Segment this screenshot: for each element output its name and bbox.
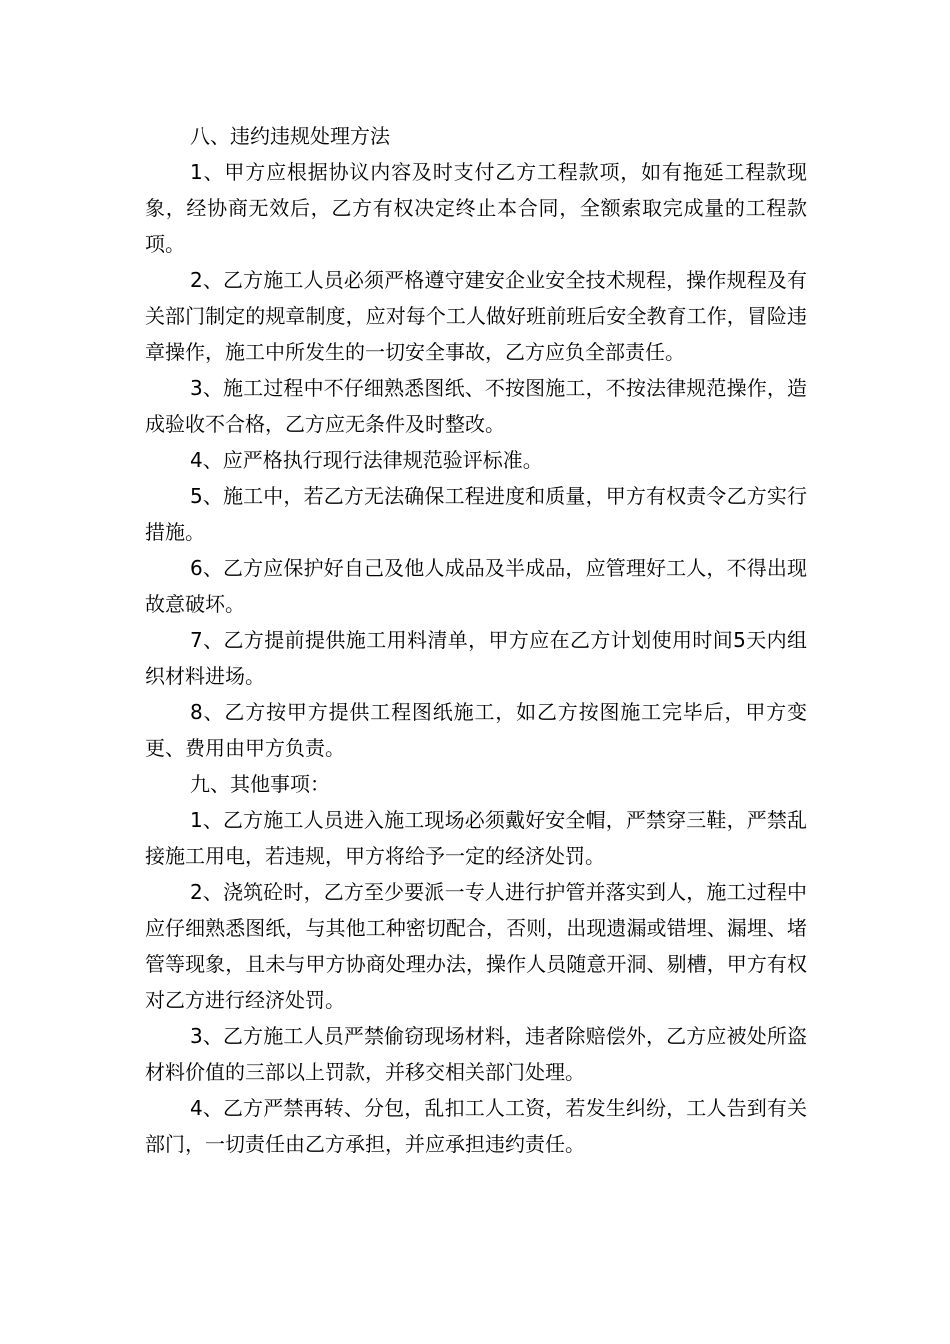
- section-8-heading: 八、违约违规处理方法: [190, 124, 390, 148]
- section-9-heading: 九、其他事项：: [190, 772, 330, 796]
- section-8-item-2: 2、乙方施工人员必须严格遵守建安企业安全技术规程，操作规程及有关部门制定的规章制度，应对每个工人做好班前班后安全教育工作，冒险违章操作，施工中所发生的一切安全事故，乙方应负全部责任。: [145, 268, 807, 364]
- section-8-item-1: 1、甲方应根据协议内容及时支付乙方工程款项，如有拖延工程款现象，经协商无效后，乙方有权决定终止本合同，全额索取完成量的工程款项。: [145, 160, 807, 256]
- document-body: [145, 118, 807, 1162]
- section-8-item-4: 4、应严格执行现行法律规范验评标准。: [190, 448, 543, 472]
- section-8-item-5: 5、施工中，若乙方无法确保工程进度和质量，甲方有权责令乙方实行措施。: [145, 484, 807, 544]
- section-8-item-7: 7、乙方提前提供施工用料清单，甲方应在乙方计划使用时间5天内组织材料进场。: [145, 628, 807, 688]
- section-9-item-2: 2、浇筑砼时，乙方至少要派一专人进行护管并落实到人，施工过程中应仔细熟悉图纸，与其他工种密切配合，否则，出现遗漏或错埋、漏埋、堵管等现象，且未与甲方协商处理办法，操作人员随意开洞、剔槽，甲方有权对乙方进行经济处罚。: [145, 880, 807, 1012]
- section-8-item-3: 3、施工过程中不仔细熟悉图纸、不按图施工，不按法律规范操作，造成验收不合格，乙方应无条件及时整改。: [145, 376, 807, 436]
- section-9-item-4: 4、乙方严禁再转、分包，乱扣工人工资，若发生纠纷，工人告到有关部门，一切责任由乙方承担，并应承担违约责任。: [145, 1096, 807, 1156]
- section-9-item-3: 3、乙方施工人员严禁偷窃现场材料，违者除赔偿外，乙方应被处所盗材料价值的三部以上罚款，并移交相关部门处理。: [145, 1024, 807, 1084]
- section-8-item-8: 8、乙方按甲方提供工程图纸施工，如乙方按图施工完毕后，甲方变更、费用由甲方负责。: [145, 700, 807, 760]
- section-8-item-6: 6、乙方应保护好自己及他人成品及半成品，应管理好工人，不得出现故意破坏。: [145, 556, 807, 616]
- section-9-item-1: 1、乙方施工人员进入施工现场必须戴好安全帽，严禁穿三鞋，严禁乱接施工用电，若违规，甲方将给予一定的经济处罚。: [145, 808, 807, 868]
